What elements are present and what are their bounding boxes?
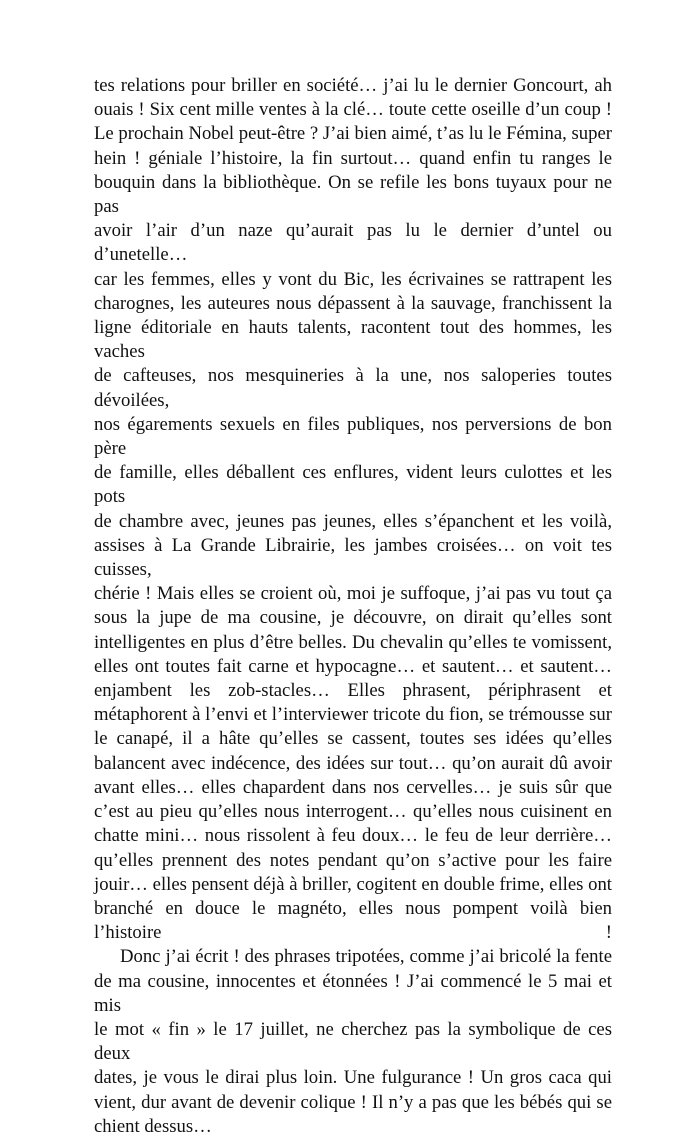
text-line: car les femmes, elles y vont du Bic, les écrivaines se rattrapent les (94, 268, 612, 290)
text-line: hein ! géniale l’histoire, la fin surtout… quand enfin tu ranges le (94, 147, 612, 169)
text-line: de cafteuses, nos mesquineries à la une, nos saloperies toutes dévoilées, (94, 365, 612, 411)
text-line: branché en douce le magnéto, elles nous pompent voilà bien l’histoire ! (94, 897, 612, 944)
text-line: assises à La Grande Librairie, les jambes croisées… on voit tes cuisses, (94, 534, 612, 581)
text-line: chatte mini… nous rissolent à feu doux… le feu de leur derrière… (94, 825, 612, 847)
text-line: sous la jupe de ma cousine, je découvre, on dirait qu’elles sont (94, 607, 612, 629)
paragraph (94, 945, 612, 1139)
text-line: tes relations pour briller en société… j’ai lu le dernier Goncourt, ah (94, 75, 612, 96)
text-line: chérie ! Mais elles se croient où, moi je suffoque, j’ai pas vu tout ça (94, 583, 612, 605)
paragraph (94, 74, 612, 945)
text-line: de ma cousine, innocentes et étonnées ! J’ai commencé le 5 mai et mis (94, 970, 612, 1016)
page-body (94, 74, 612, 1139)
text-line: elles ont toutes fait carne et hypocagne… et sautent… et sautent… (94, 655, 612, 677)
text-line: qu’elles prennent des notes pendant qu’on s’active pour les faire (94, 849, 612, 871)
text-line: c’est au pieu qu’elles nous interrogent… qu’elles nous cuisinent en (94, 801, 612, 823)
text-line: bouquin dans la bibliothèque. On se refile les bons tuyaux pour ne pas (94, 171, 612, 218)
text-line: ligne éditoriale en hauts talents, racontent tout des hommes, les vaches (94, 317, 612, 363)
text-line: le mot « fin » le 17 juillet, ne cherchez pas la symbolique de ces deux (94, 1018, 612, 1065)
text-line: jouir… elles pensent déjà à briller, cogitent en double frime, elles ont (94, 873, 612, 895)
text-line: vient, dur avant de devenir colique ! Il n’y a pas que les bébés qui se (94, 1091, 612, 1113)
text-line: enjambent les zob-stacles… Elles phrasent, périphrasent et (94, 680, 612, 702)
text-line: intelligentes en plus d’être belles. Du chevalin qu’elles te vomissent, (94, 631, 612, 653)
text-line: Le prochain Nobel peut-être ? J’ai bien aimé, t’as lu le Fémina, super (94, 123, 612, 145)
text-line: avoir l’air d’un naze qu’aurait pas lu le dernier d’untel ou d’unetelle… (94, 220, 612, 266)
text-line: Donc j’ai écrit ! des phrases tripotées, comme j’ai bricolé la fente (120, 946, 612, 968)
text-line: le canapé, il a hâte qu’elles se cassent, toutes ses idées qu’elles (94, 728, 612, 750)
text-line: dates, je vous le dirai plus loin. Une fulgurance ! Un gros caca qui (94, 1067, 612, 1089)
text-line: de chambre avec, jeunes pas jeunes, elles s’épanchent et les voilà, (94, 510, 612, 532)
text-line: chient dessus… (94, 1115, 212, 1137)
text-line: ouais ! Six cent mille ventes à la clé… toute cette oseille d’un coup ! (94, 99, 612, 121)
text-line: métaphorent à l’envi et l’interviewer tricote du fion, se trémousse sur (94, 704, 612, 726)
text-line: avant elles… elles chapardent dans nos cervelles… je suis sûr que (94, 776, 612, 798)
text-line: de famille, elles déballent ces enflures, vident leurs culottes et les pots (94, 462, 612, 508)
text-line: nos égarements sexuels en files publiques, nos perversions de bon père (94, 413, 612, 460)
text-line: balancent avec indécence, des idées sur tout… qu’on aurait dû avoir (94, 752, 612, 774)
text-line: charognes, les auteures nous dépassent à la sauvage, franchissent la (94, 292, 612, 314)
